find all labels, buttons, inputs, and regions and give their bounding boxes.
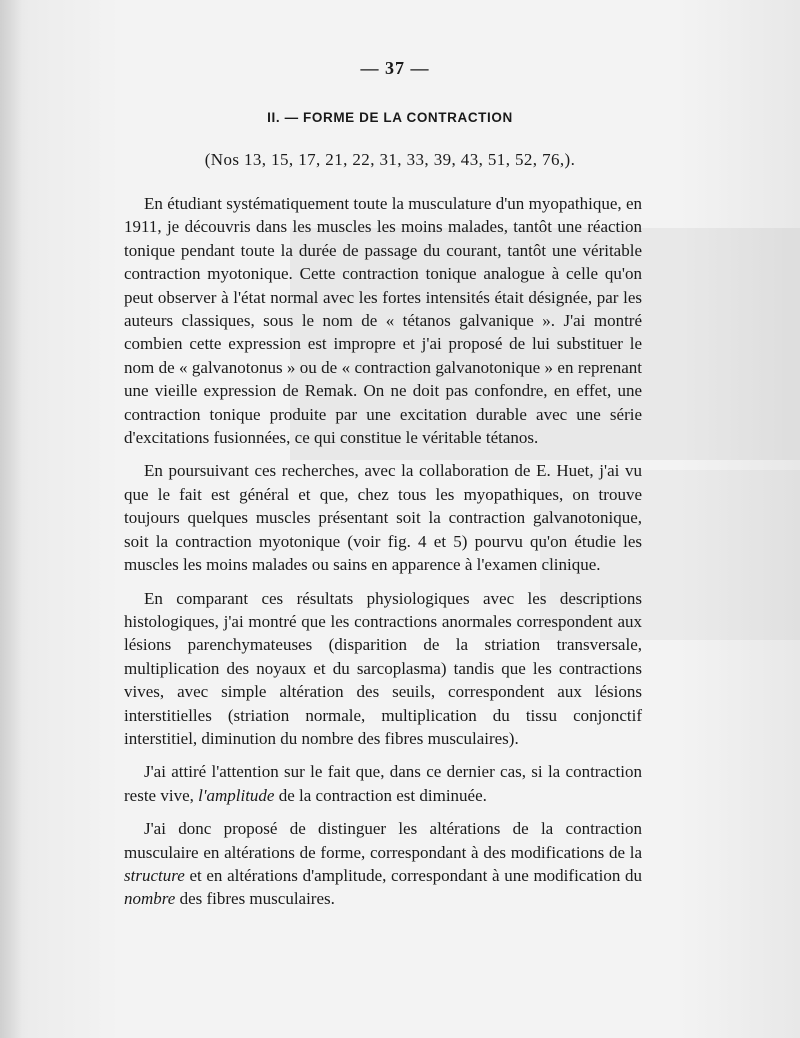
paragraph-5-tail: des fibres musculaires. <box>175 889 335 909</box>
section-title: II. — FORME DE LA CONTRACTION <box>267 110 513 125</box>
reference-numbers: (Nos 13, 15, 17, 21, 22, 31, 33, 39, 43, 51, 52, 76,). <box>204 150 576 169</box>
paragraph-4-tail: de la contraction est diminuée. <box>274 785 487 805</box>
body-text <box>124 192 642 921</box>
binding-shadow <box>0 0 22 1038</box>
paragraph-5-middle: et en altérations d'amplitude, correspondant à une modification du <box>184 865 642 885</box>
paragraph-5-text: J'ai donc proposé de distinguer les altérations de la contraction musculaire en altérations de forme, correspondant à des modifications de la <box>124 819 642 862</box>
paragraph-1: En étudiant systématiquement toute la musculature d'un myopathique, en 1911, je découvris dans les muscles les moins malades, tantôt une réaction tonique pendant toute la durée de passage du courant, tantôt une véritable contraction myotonique. Cette contraction tonique analogue à celle qu'on peut observer à l'état normal avec les fortes intensités était désignée, par les auteurs classiques, sous le nom de « tétanos galvanique ». J'ai montré combien cette expression est impropre et j'ai proposé de lui substituer le nom de « galvanotonus » ou de « contraction galvanotonique » en reprenant une vieille expression de Remak. On ne doit pas confondre, en effet, une contraction tonique produite par une excitation durable avec une série d'excitations fusionnées, ce qui constitue le véritable tétanos. <box>124 194 642 448</box>
paragraph-4-text: J'ai attiré l'attention sur le fait que, dans ce dernier cas, si la contraction reste vive, <box>124 762 642 805</box>
paragraph-5-emphasis: structure <box>124 865 185 885</box>
paragraph-2: En poursuivant ces recherches, avec la collaboration de E. Huet, j'ai vu que le fait est général et que, chez tous les myopathiques, on trouve toujours quelques muscles présentant soit la contraction galvanotonique, soit la contraction myotonique (voir fig. 4 et 5) pourvu qu'on étudie les muscles les moins malades ou sains en apparence à l'examen clinique. <box>124 461 642 575</box>
paragraph-4 <box>124 760 642 807</box>
paragraph-3: En comparant ces résultats physiologiques avec les descriptions histologiques, j'ai montré que les contractions anormales correspondent aux lésions parenchymateuses (disparition de la striation transversale, multiplication des noyaux et du sarcoplasma) tandis que les contractions vives, avec simple altération des seuils, correspondent aux lésions interstitielles (striation normale, multiplication du tissu conjonctif interstitiel, diminution du nombre des fibres musculaires). <box>124 588 642 748</box>
paragraph-5 <box>124 817 642 911</box>
paragraph-4-emphasis: l'amplitude <box>198 785 275 805</box>
paragraph-5-emphasis-2: nombre <box>124 889 176 909</box>
page-number: — 37 — <box>360 58 430 78</box>
